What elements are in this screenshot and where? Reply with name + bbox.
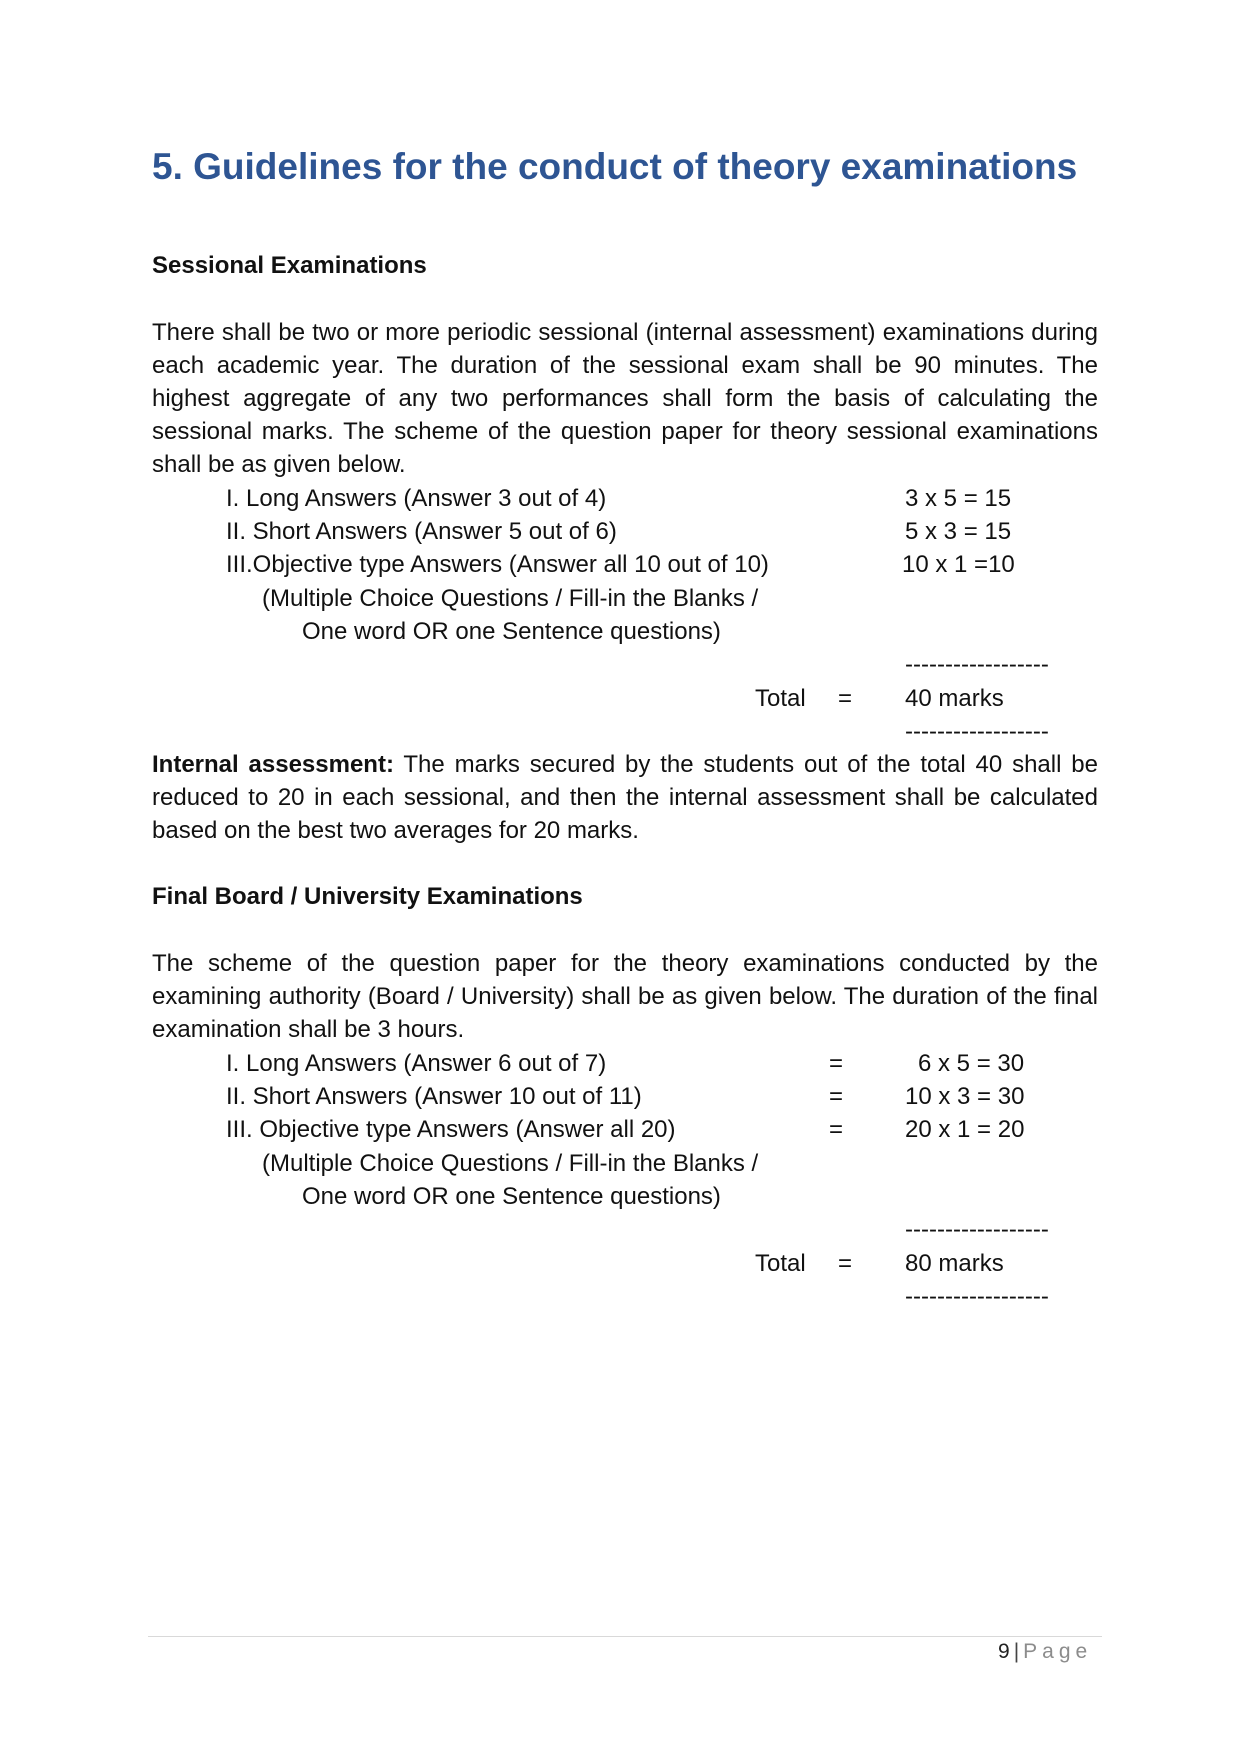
sessional-divider: ------------------ xyxy=(905,718,1049,745)
final-total-equals: = xyxy=(838,1250,853,1277)
final-total-label: Total xyxy=(755,1250,806,1277)
final-divider: ------------------ xyxy=(905,1283,1049,1310)
sessional-total-equals: = xyxy=(838,685,853,712)
final-item-equals: = xyxy=(829,1050,844,1077)
sessional-item-marks: 10 x 1 =10 xyxy=(902,551,1015,578)
internal-assessment-paragraph xyxy=(152,748,1098,847)
final-item-label: I. Long Answers (Answer 6 out of 7) xyxy=(226,1050,607,1077)
page-number: 9 xyxy=(998,1640,1010,1663)
page-label: Page xyxy=(1023,1640,1093,1663)
sessional-item-marks: 3 x 5 = 15 xyxy=(905,485,1012,512)
internal-assessment-text: The marks secured by the students out of the total 40 shall be reduced to 20 in each sessional, and then the internal assessment shall be calculated based on the best two averages for 20 marks. xyxy=(152,751,1098,844)
final-item-label: II. Short Answers (Answer 10 out of 11) xyxy=(226,1083,642,1110)
sessional-divider: ------------------ xyxy=(905,651,1049,678)
final-note-line: One word OR one Sentence questions) xyxy=(302,1183,721,1210)
sessional-note-line: (Multiple Choice Questions / Fill-in the Blanks / xyxy=(262,585,759,612)
final-paragraph: The scheme of the question paper for the theory examinations conducted by the examining authority (Board / University) shall be as given below. The duration of the final examination shall be 3 hours. xyxy=(152,950,1098,1043)
page-footer xyxy=(998,1640,1092,1664)
final-item-marks: 6 x 5 = 30 xyxy=(918,1050,1025,1077)
final-item-marks: 10 x 3 = 30 xyxy=(905,1083,1025,1110)
final-item-equals: = xyxy=(829,1083,844,1110)
final-item-label: III. Objective type Answers (Answer all 20) xyxy=(226,1116,676,1143)
internal-assessment-label: Internal assessment: xyxy=(152,751,394,778)
sessional-paragraph: There shall be two or more periodic sessional (internal assessment) examinations during each academic year. The duration of the sessional exam shall be 90 minutes. The highest aggregate of any two performances shall form the basis of calculating the sessional marks. The scheme of the question paper for theory sessional examinations shall be as given below. xyxy=(152,319,1098,478)
final-note-line: (Multiple Choice Questions / Fill-in the Blanks / xyxy=(262,1150,759,1177)
sessional-total-label: Total xyxy=(755,685,806,712)
sessional-heading: Sessional Examinations xyxy=(152,252,427,279)
sessional-note-line: One word OR one Sentence questions) xyxy=(302,618,721,645)
final-item-equals: = xyxy=(829,1116,844,1143)
sessional-item-label: III.Objective type Answers (Answer all 10 out of 10) xyxy=(226,551,769,578)
final-heading: Final Board / University Examinations xyxy=(152,883,583,910)
sessional-item-label: II. Short Answers (Answer 5 out of 6) xyxy=(226,518,617,545)
footer-separator: | xyxy=(1013,1640,1020,1663)
final-total-value: 80 marks xyxy=(905,1250,1004,1277)
footer-rule xyxy=(148,1636,1102,1637)
page-title: 5. Guidelines for the conduct of theory examinations xyxy=(152,146,1078,187)
final-divider: ------------------ xyxy=(905,1216,1049,1243)
sessional-item-marks: 5 x 3 = 15 xyxy=(905,518,1012,545)
sessional-total-value: 40 marks xyxy=(905,685,1004,712)
sessional-item-label: I. Long Answers (Answer 3 out of 4) xyxy=(226,485,607,512)
final-item-marks: 20 x 1 = 20 xyxy=(905,1116,1025,1143)
